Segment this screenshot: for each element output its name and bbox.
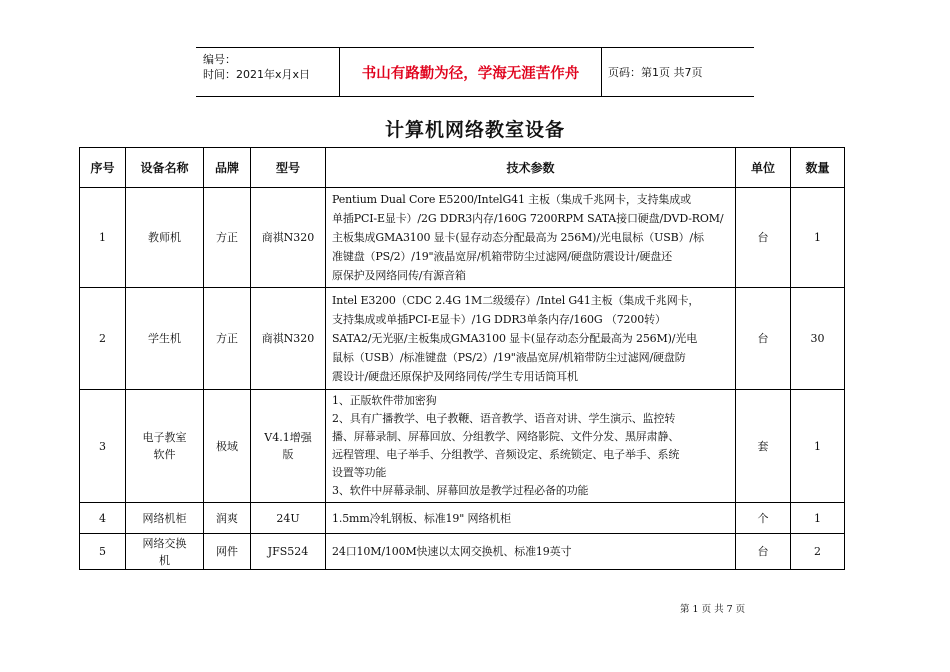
spec-line: 2、具有广播教学、电子教鞭、语音教学、语音对讲、学生演示、监控转 bbox=[332, 412, 676, 425]
row-no: 1 bbox=[80, 188, 126, 288]
spec-line: 准键盘（PS/2）/19"液晶宽屏/机箱带防尘过滤网/硬盘防震设计/硬盘还 bbox=[332, 250, 672, 263]
row-name-line: 电子教室 bbox=[142, 431, 187, 444]
table-row bbox=[80, 390, 845, 503]
table-row bbox=[80, 188, 845, 288]
spec-line: 远程管理、电子举手、分组教学、音频设定、系统锁定、电子举手、系统 bbox=[332, 448, 680, 461]
column-header-model: 型号 bbox=[251, 148, 326, 188]
spec-line: 1.5mm冷轧钢板、标准19" 网络机柜 bbox=[332, 511, 511, 525]
row-model: 商祺N320 bbox=[251, 188, 326, 288]
spec-line: 24口10M/100M快速以太网交换机、标准19英寸 bbox=[332, 545, 572, 558]
row-unit: 个 bbox=[736, 503, 791, 534]
row-name bbox=[126, 390, 204, 503]
row-qty: 1 bbox=[791, 503, 845, 534]
row-model-line: 版 bbox=[282, 448, 294, 461]
equipment-table bbox=[79, 147, 845, 570]
document-number-label: 编号： bbox=[203, 53, 236, 66]
column-header-unit: 单位 bbox=[736, 148, 791, 188]
row-model: 商祺N320 bbox=[251, 288, 326, 390]
row-model-line: V4.1增强 bbox=[264, 431, 312, 444]
row-unit: 台 bbox=[736, 288, 791, 390]
page-footer: 第 1 页 共 7 页 bbox=[680, 604, 746, 615]
table-row bbox=[80, 534, 845, 570]
row-name: 网络机柜 bbox=[126, 503, 204, 534]
row-name-line: 网络交换 bbox=[142, 536, 187, 550]
row-name: 教师机 bbox=[126, 188, 204, 288]
spec-line: 播、屏幕录制、屏幕回放、分组教学、网络影院、文件分发、黑屏肃静、 bbox=[332, 430, 680, 443]
row-no: 3 bbox=[80, 390, 126, 503]
row-spec bbox=[326, 503, 736, 534]
row-name-line: 机 bbox=[159, 553, 170, 567]
row-unit: 台 bbox=[736, 188, 791, 288]
column-header-brand: 品牌 bbox=[204, 148, 251, 188]
spec-line: Intel E3200（CDC 2.4G 1M二级缓存）/Intel G41主板（集成千兆网卡， bbox=[332, 294, 700, 307]
spec-line: 3、软件中屏幕录制、屏幕回放是教学过程必备的功能 bbox=[332, 484, 589, 497]
row-spec bbox=[326, 534, 736, 570]
row-qty: 1 bbox=[791, 390, 845, 503]
row-model: 24U bbox=[251, 503, 326, 534]
header-page-code: 页码：第1页 共7页 bbox=[608, 66, 703, 79]
spec-line: 鼠标（USB）/标准键盘（PS/2）/19"液晶宽屏/机箱带防尘过滤网/硬盘防 bbox=[332, 351, 686, 364]
row-name bbox=[126, 534, 204, 570]
spec-line: 原保护及网络同传/有源音箱 bbox=[332, 269, 466, 282]
row-qty: 2 bbox=[791, 534, 845, 570]
spec-line: 主板集成GMA3100 显卡(显存动态分配最高为 256M)/光电鼠标（USB）/标 bbox=[332, 231, 704, 244]
column-header-spec: 技术参数 bbox=[326, 148, 736, 188]
row-name: 学生机 bbox=[126, 288, 204, 390]
row-no: 2 bbox=[80, 288, 126, 390]
header-slogan: 书山有路勤为径，学海无涯苦作舟 bbox=[340, 48, 602, 96]
spec-line: 支持集成或单插PCI-E显卡）/1G DDR3单条内存/160G （7200转） bbox=[332, 313, 666, 326]
table-row bbox=[80, 503, 845, 534]
row-no: 5 bbox=[80, 534, 126, 570]
spec-line: 震设计/硬盘还原保护及网络同传/学生专用话筒耳机 bbox=[332, 370, 578, 383]
column-header-no: 序号 bbox=[80, 148, 126, 188]
column-header-name: 设备名称 bbox=[126, 148, 204, 188]
spec-line: 单插PCI-E显卡）/2G DDR3内存/160G 7200RPM SATA接口硬盘/DVD-ROM/ bbox=[332, 212, 724, 225]
row-model bbox=[251, 390, 326, 503]
row-brand: 润爽 bbox=[204, 503, 251, 534]
row-name-line: 软件 bbox=[153, 448, 176, 461]
spec-line: SATA2/无光驱/主板集成GMA3100 显卡(显存动态分配最高为 256M)/光电 bbox=[332, 332, 698, 345]
row-brand: 方正 bbox=[204, 288, 251, 390]
row-spec bbox=[326, 390, 736, 503]
row-unit: 套 bbox=[736, 390, 791, 503]
row-qty: 30 bbox=[791, 288, 845, 390]
row-model: JFS524 bbox=[251, 534, 326, 570]
row-no: 4 bbox=[80, 503, 126, 534]
document-time: 时间：2021年x月x日 bbox=[203, 68, 311, 81]
spec-line: 设置等功能 bbox=[332, 466, 387, 479]
table-row bbox=[80, 288, 845, 390]
row-brand: 网件 bbox=[204, 534, 251, 570]
document-title: 计算机网络教室设备 bbox=[384, 119, 565, 141]
table-header-row bbox=[80, 148, 845, 188]
header-meta bbox=[196, 48, 340, 96]
row-brand: 极域 bbox=[204, 390, 251, 503]
row-spec bbox=[326, 188, 736, 288]
spec-line: 1、正版软件带加密狗 bbox=[332, 394, 437, 407]
page-header bbox=[196, 47, 754, 97]
row-spec bbox=[326, 288, 736, 390]
spec-line: Pentium Dual Core E5200/IntelG41 主板（集成千兆网卡，支持集成或 bbox=[332, 193, 691, 206]
row-brand: 方正 bbox=[204, 188, 251, 288]
column-header-qty: 数量 bbox=[791, 148, 845, 188]
row-qty: 1 bbox=[791, 188, 845, 288]
row-unit: 台 bbox=[736, 534, 791, 570]
